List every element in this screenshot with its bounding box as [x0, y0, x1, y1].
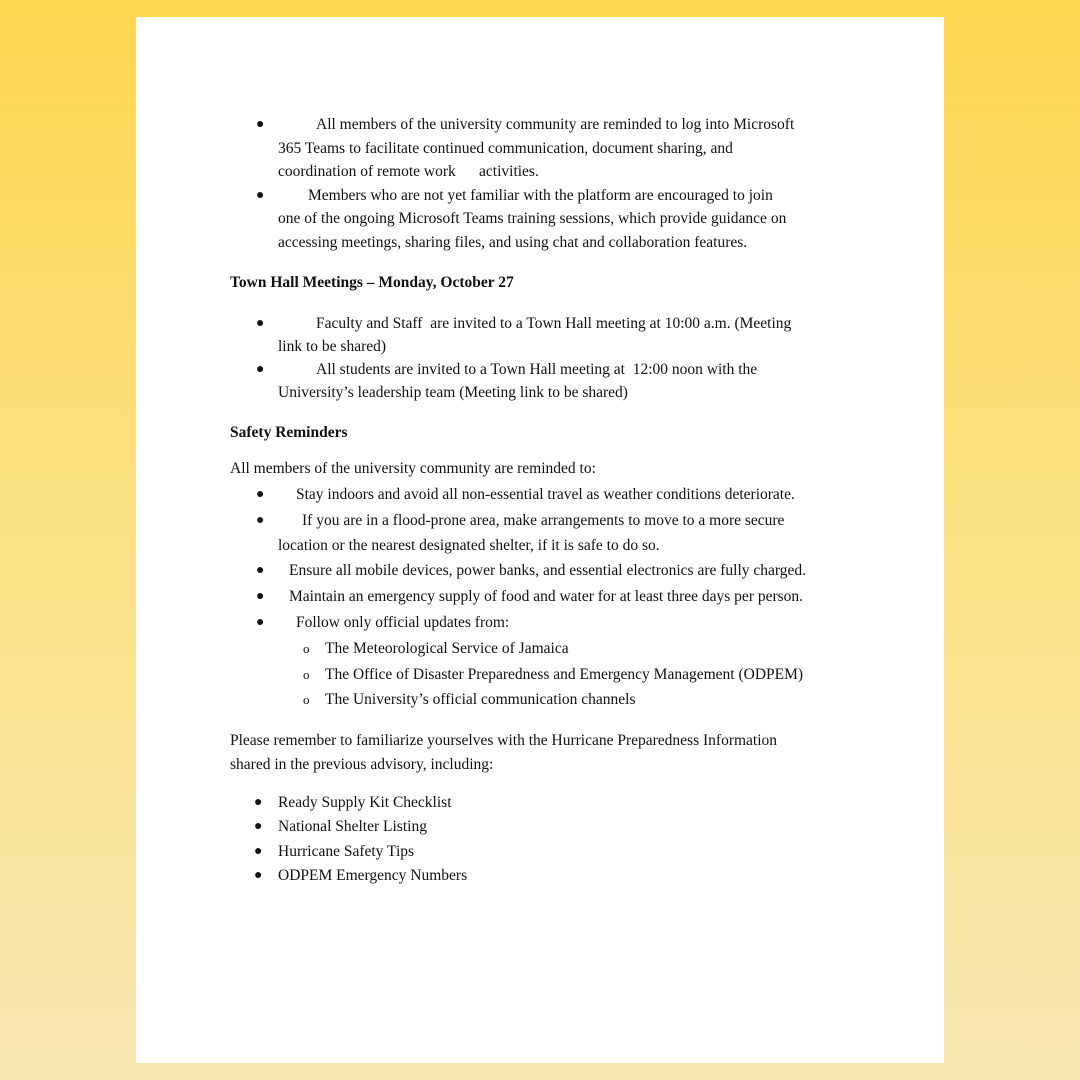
list-item [230, 113, 870, 184]
safety-bullet-list [230, 482, 870, 636]
text-line: Faculty and Staff are invited to a Town Hall meeting at 10:00 a.m. (Meeting [316, 315, 792, 332]
text-line: If you are in a flood-prone area, make arrangements to move to a more secure [302, 512, 785, 529]
text-line: Maintain an emergency supply of food and water for at least three days per person. [289, 588, 804, 605]
list-item [230, 482, 870, 508]
bullet-icon: ● [256, 117, 265, 132]
text-line: one of the ongoing Microsoft Teams training sessions, which provide guidance on [278, 210, 787, 227]
document-content [230, 113, 870, 889]
bullet-icon: ● [254, 819, 263, 834]
list-item [230, 358, 870, 404]
bullet-icon: ● [256, 589, 265, 604]
text-line: location or the nearest designated shelter, if it is safe to do so. [278, 537, 660, 554]
text-line: Members who are not yet familiar with the platform are encouraged to join [308, 186, 773, 204]
text-line: Please remember to familiarize yourselves with the Hurricane Preparedness Information [230, 731, 778, 749]
list-item [230, 636, 870, 662]
bullet-icon: ● [256, 513, 265, 528]
bullet-icon: ● [254, 868, 263, 883]
list-item [230, 184, 870, 255]
text-line: The Office of Disaster Preparedness and Emergency Management (ODPEM) [325, 665, 804, 683]
list-item [230, 840, 870, 865]
bullet-icon: ● [256, 362, 265, 377]
bullet-icon: ● [256, 487, 265, 502]
text-line: coordination of remote work activities. [278, 163, 539, 180]
bullet-icon: ● [256, 563, 265, 578]
list-item [230, 791, 870, 816]
bullet-icon: ● [254, 843, 263, 859]
list-item [230, 815, 870, 840]
text-line: The Meteorological Service of Jamaica [325, 640, 569, 657]
circle-bullet-icon: o [303, 641, 310, 656]
teams-bullet-list [230, 113, 870, 254]
preparedness-info-list [230, 791, 870, 889]
text-line: University’s leadership team (Meeting link to be shared) [278, 384, 628, 401]
official-sources-list [230, 636, 870, 713]
bullet-icon: ● [256, 187, 265, 203]
closing-paragraph [230, 729, 870, 777]
text-line: All members of the university community are reminded to log into Microsoft [316, 116, 795, 133]
list-item [230, 584, 870, 610]
list-item [230, 687, 870, 713]
text-line: National Shelter Listing [278, 818, 427, 835]
text-line: accessing meetings, sharing files, and using chat and collaboration features. [278, 233, 748, 251]
list-item [230, 508, 870, 558]
text-line: Ensure all mobile devices, power banks, and essential electronics are fully charged. [289, 562, 807, 579]
circle-bullet-icon: o [303, 666, 310, 682]
list-item [230, 864, 870, 889]
list-item [230, 558, 870, 584]
text-line: Stay indoors and avoid all non-essential travel as weather conditions deteriorate. [296, 486, 795, 503]
text-line: Hurricane Safety Tips [278, 842, 415, 860]
bullet-icon: ● [256, 316, 265, 331]
list-item [230, 662, 870, 688]
text-line: The University’s official communication channels [325, 691, 636, 708]
circle-bullet-icon: o [303, 692, 310, 707]
text-line: 365 Teams to facilitate continued communication, document sharing, and [278, 139, 733, 157]
safety-intro: All members of the university community are reminded to: [230, 460, 596, 477]
document-page [136, 17, 944, 1063]
text-line: All students are invited to a Town Hall meeting at 12:00 noon with the [316, 361, 758, 378]
bullet-icon: ● [254, 794, 263, 810]
list-item [230, 312, 870, 358]
bullet-icon: ● [256, 615, 265, 630]
text-line: Ready Supply Kit Checklist [278, 793, 452, 811]
text-line: ODPEM Emergency Numbers [278, 867, 468, 884]
text-line: Follow only official updates from: [296, 614, 510, 631]
town-hall-heading: Town Hall Meetings – Monday, October 27 [230, 274, 514, 291]
list-item [230, 610, 870, 636]
town-hall-bullet-list [230, 312, 870, 404]
text-line: shared in the previous advisory, including: [230, 755, 494, 773]
safety-heading: Safety Reminders [230, 424, 348, 441]
text-line: link to be shared) [278, 338, 387, 355]
